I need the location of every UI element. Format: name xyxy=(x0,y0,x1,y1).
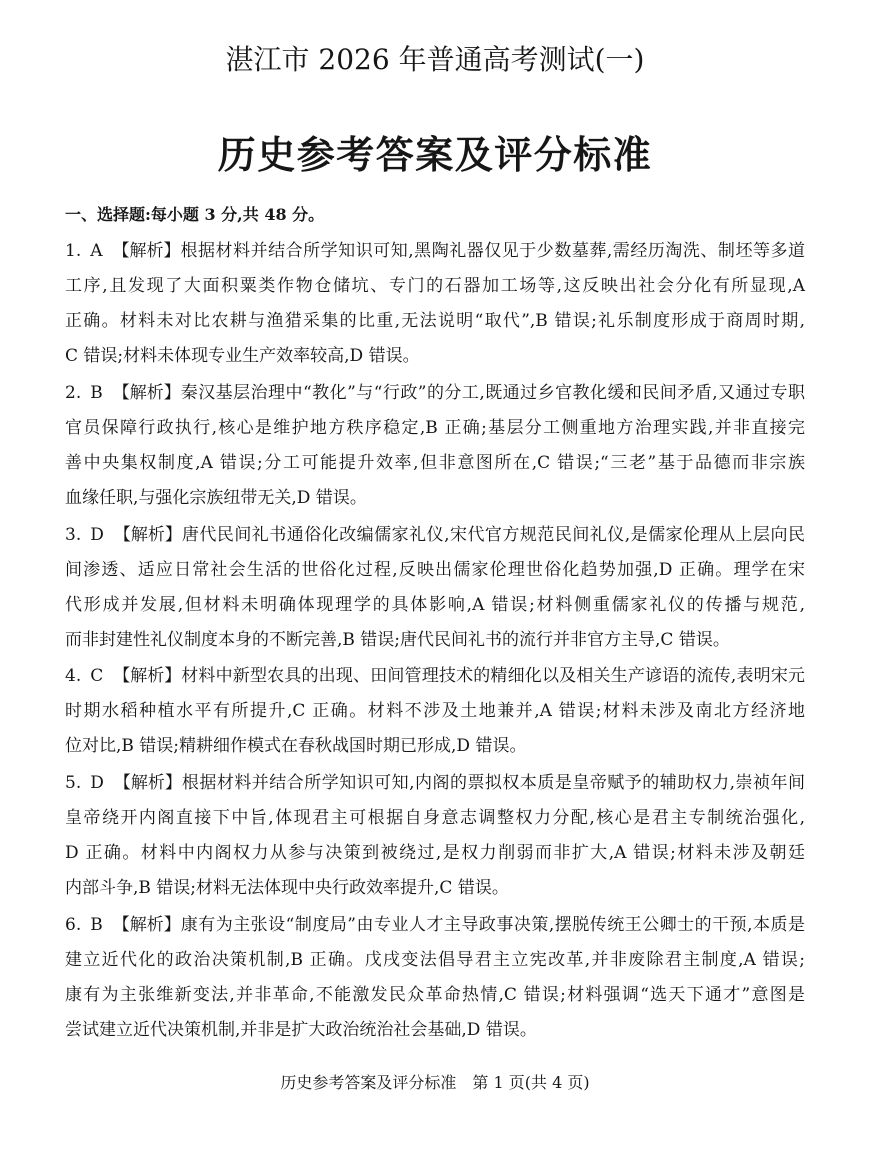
item-answer: C xyxy=(90,666,104,687)
analysis-text-line: 唐代民间礼书通俗化改编儒家礼仪,宋代官方规范民间礼仪,是儒家伦理从上层向民 xyxy=(181,524,805,545)
item-answer: D xyxy=(90,773,104,794)
analysis-text-line: 秦汉基层治理中“教化”与“行政”的分工,既通过乡官教化缓和民间矛盾,又通过专职 xyxy=(180,382,805,403)
item-number: 1. xyxy=(65,241,82,261)
analysis-text-line: 代形成并发展,但材料未明确体现理学的具体影响,A 错误;材料侧重儒家礼仪的传播与规范, xyxy=(65,594,805,615)
item-number: 3. xyxy=(65,524,82,545)
analysis-tag: 【解析】 xyxy=(112,382,181,403)
footer-document-title: 历史参考答案及评分标准 xyxy=(280,1073,457,1092)
answer-list xyxy=(65,234,805,1050)
analysis-text-line: 血缘任职,与强化宗族纽带无关,D 错误。 xyxy=(65,487,367,508)
item-answer: B xyxy=(90,914,103,935)
analysis-text-line: 建立近代化的政治决策机制,B 正确。戊戌变法倡导君主立宪改革,并非废除君主制度,A 错误; xyxy=(65,949,805,970)
analysis-tag: 【解析】 xyxy=(113,524,182,545)
item-first-line xyxy=(65,766,805,801)
section-heading: 一、选择题:每小题 3 分,共 48 分。 xyxy=(65,205,325,224)
analysis-tag: 【解析】 xyxy=(113,773,182,794)
item-number: 5. xyxy=(65,773,82,794)
item-number: 4. xyxy=(65,666,82,687)
exam-title: 湛江市 2026 年普通高考测试(一) xyxy=(225,43,645,76)
analysis-text-line: 官员保障行政执行,核心是维护地方秩序稳定,B 正确;基层分工侧重地方治理实践,并非直接完 xyxy=(65,417,805,438)
answer-item xyxy=(65,376,805,516)
answer-item xyxy=(65,518,805,658)
item-answer: D xyxy=(90,524,104,545)
answer-item xyxy=(65,234,805,374)
analysis-text-line: D 正确。材料中内阁权力从参与决策到被绕过,是权力削弱而非扩大,A 错误;材料未涉及朝廷 xyxy=(65,843,805,864)
analysis-text-line: 根据材料并结合所学知识可知,黑陶礼器仅见于少数墓葬,需经历淘洗、制坯等多道 xyxy=(180,241,805,261)
analysis-text-line: 康有为主张维新变法,并非革命,不能激发民众革命热情,C 错误;材料强调“选天下通才”意图是 xyxy=(65,984,805,1005)
item-first-line xyxy=(65,908,805,943)
document-subtitle: 历史参考答案及评分标准 xyxy=(217,132,653,177)
analysis-text-line: 工序,且发现了大面积粟类作物仓储坑、专门的石器加工场等,这反映出社会分化有所显现,A xyxy=(65,276,805,296)
analysis-tag: 【解析】 xyxy=(112,241,181,261)
analysis-tag: 【解析】 xyxy=(112,914,181,935)
analysis-text-line: 而非封建性礼仪制度本身的不断完善,B 错误;唐代民间礼书的流行并非官方主导,C 错误。 xyxy=(65,629,730,650)
analysis-text-line: 位对比,B 错误;精耕细作模式在春秋战国时期已形成,D 错误。 xyxy=(65,736,527,757)
analysis-text-line: 尝试建立近代决策机制,并非是扩大政治统治社会基础,D 错误。 xyxy=(65,1019,537,1040)
item-number: 6. xyxy=(65,914,82,935)
item-first-line xyxy=(65,659,805,694)
item-number: 2. xyxy=(65,382,82,403)
analysis-text-line: 正确。材料未对比农耕与渔猎采集的比重,无法说明“取代”,B 错误;礼乐制度形成于商周时期, xyxy=(65,311,805,331)
page-footer xyxy=(0,1071,870,1095)
analysis-text-line: 根据材料并结合所学知识可知,内阁的票拟权本质是皇帝赋予的辅助权力,崇祯年间 xyxy=(181,773,805,794)
analysis-text-line: C 错误;材料未体现专业生产效率较高,D 错误。 xyxy=(65,346,420,366)
page-number: 第 1 页(共 4 页) xyxy=(472,1073,590,1092)
item-first-line xyxy=(65,234,805,269)
analysis-text-line: 间渗透、适应日常社会生活的世俗化过程,反映出儒家伦理世俗化趋势加强,D 正确。理学在宋 xyxy=(65,559,805,580)
analysis-text-line: 材料中新型农具的出现、田间管理技术的精细化以及相关生产谚语的流传,表明宋元 xyxy=(181,666,805,687)
analysis-text-line: 皇帝绕开内阁直接下中旨,体现君主可根据自身意志调整权力分配,核心是君主专制统治强化, xyxy=(65,808,805,829)
analysis-text-line: 善中央集权制度,A 错误;分工可能提升效率,但非意图所在,C 错误;“三老”基于品德而非宗族 xyxy=(65,452,805,473)
item-answer: A xyxy=(90,241,103,261)
answer-item xyxy=(65,766,805,906)
analysis-tag: 【解析】 xyxy=(113,666,182,687)
analysis-text-line: 时期水稻种植水平有所提升,C 正确。材料不涉及土地兼并,A 错误;材料未涉及南北方经济地 xyxy=(65,701,805,722)
analysis-text-line: 康有为主张设“制度局”由专业人才主导政事决策,摆脱传统王公卿士的干预,本质是 xyxy=(180,914,805,935)
answer-item xyxy=(65,659,805,764)
analysis-text-line: 内部斗争,B 错误;材料无法体现中央行政效率提升,C 错误。 xyxy=(65,878,509,899)
item-answer: B xyxy=(90,382,103,403)
item-first-line xyxy=(65,376,805,411)
answer-item xyxy=(65,908,805,1048)
item-first-line xyxy=(65,518,805,553)
